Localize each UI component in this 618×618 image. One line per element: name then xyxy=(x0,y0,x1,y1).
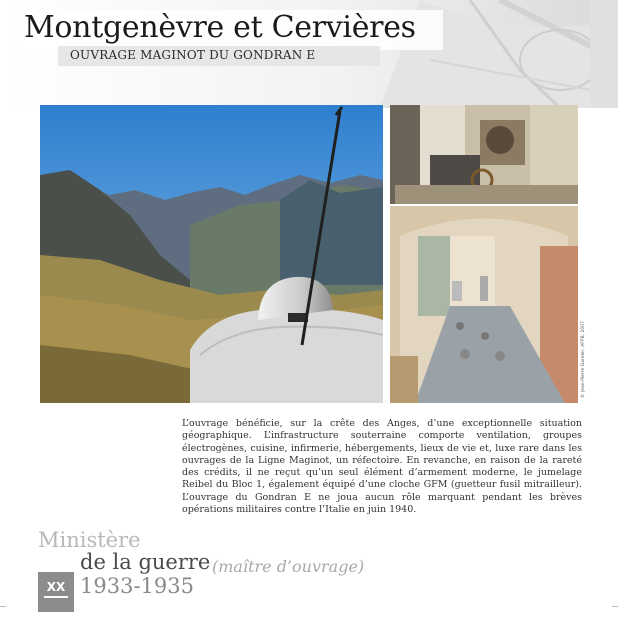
footer-role: (maître d’ouvrage) xyxy=(212,557,365,576)
logo-underline xyxy=(44,596,68,598)
body-paragraph: L’ouvrage bénéficie, sur la crête des Anges, d’une exceptionnelle situation géographique. L’infrastructure souterraine comporte ventilation, groupes électrogènes, cuisine, infirmerie, hébergements, lieux de vie et, luxe rare dans les ouvrages de la Ligne Maginot, un réfectoire. En revanche, en raison de la rareté des crédits, il ne reçut qu’un seul élément d’armement moderne, le jumelage Reibel du Bloc 1, également équipé d’une cloche GFM (guetteur fusil mitrailleur). L’ouvrage du Gondran E ne joua aucun rôle marquant pendant les brèves opérations militaires contre l’Italie en juin 1940. xyxy=(182,418,582,516)
logo-badge xyxy=(38,572,74,612)
page-title: Montgenèvre et Cervières xyxy=(24,10,416,45)
fort-cupola-mountains-photo xyxy=(40,105,383,403)
crop-mark-right xyxy=(612,606,618,607)
footer-ministry-line1: Ministère xyxy=(38,528,141,552)
tunnel-refectory-photo xyxy=(390,206,578,403)
footer-years: 1933-1935 xyxy=(80,574,194,598)
photo-credit: © Jean-Pierre Garnier, AFPB, 2007 xyxy=(581,321,586,398)
machinery-interior-photo xyxy=(390,105,578,204)
logo-text: XX xyxy=(46,580,66,594)
footer-ministry-line2: de la guerre xyxy=(80,550,211,574)
crop-mark-left xyxy=(0,606,6,607)
page-subtitle: OUVRAGE MAGINOT DU GONDRAN E xyxy=(70,48,316,62)
